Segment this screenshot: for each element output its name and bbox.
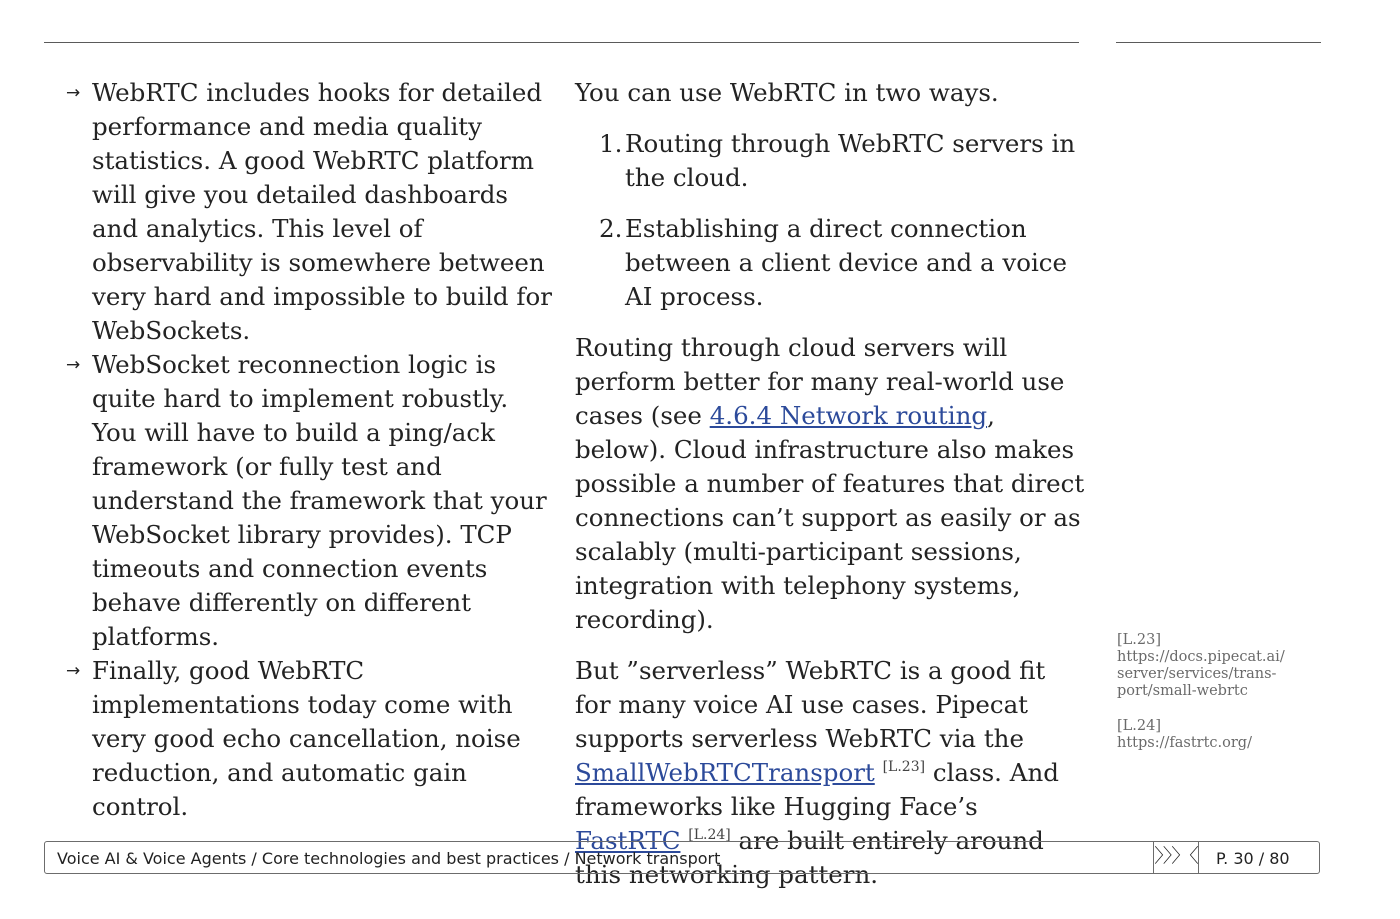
list-item	[575, 127, 1085, 195]
paragraph-text: But ”serverless” WebRTC is a good fit for many voice AI use cases. Pipecat supports serverless WebRTC via the	[575, 656, 1046, 753]
network-routing-link[interactable]: 4.6.4 Network routing	[709, 401, 988, 430]
fastrtc-link[interactable]: FastRTC	[575, 826, 681, 855]
list-item	[66, 654, 556, 824]
footer-bar	[44, 841, 1320, 874]
navigation-icon[interactable]: 〉〉〉〈	[1153, 842, 1199, 873]
bullet-text: WebSocket reconnection logic is quite hard to implement robustly. You will have to build a ping/ack framework (or fully test and understand the framework that your WebSocket library provides). TCP timeouts and connection events behave differently on different platforms.	[92, 350, 547, 651]
list-item	[66, 348, 556, 654]
arrow-right-icon: →	[66, 661, 81, 681]
top-rule	[44, 42, 1079, 43]
sidenote-url[interactable]: https://fastrtc.org/	[1117, 735, 1252, 751]
reference-marker: [L.24]	[688, 827, 731, 843]
list-item	[66, 76, 556, 348]
list-number: 2.	[599, 214, 623, 243]
page-number: P. 30 / 80	[1216, 849, 1290, 868]
intro-text: You can use WebRTC in two ways.	[575, 78, 999, 107]
bullet-list	[66, 76, 556, 824]
list-item-text: Establishing a direct connection between a client device and a voice AI process.	[625, 214, 1068, 311]
breadcrumb[interactable]: Voice AI & Voice Agents / Core technologies and best practices / Network transport	[57, 849, 721, 868]
paragraph-text: , below). Cloud infrastructure also makes possible a number of features that direct connections can’t support as easily or as scalably (multi-participant sessions, integration with telephony systems, recording).	[575, 401, 1085, 634]
sidenote-ref: [L.24]	[1117, 718, 1162, 734]
smallwebrtc-transport-link[interactable]: SmallWebRTCTransport	[575, 758, 875, 787]
list-number: 1.	[599, 129, 623, 158]
list-item	[575, 212, 1085, 314]
paragraph-cloud-routing	[575, 331, 1085, 637]
sidenote-url[interactable]: https://docs.pipecat.ai/ server/services/transport/small-webrtc	[1117, 649, 1285, 699]
arrow-right-icon: →	[66, 355, 81, 375]
paragraph-text: Routing through cloud servers will perform better for many real-world use cases (see	[575, 333, 1065, 430]
bullet-text: WebRTC includes hooks for detailed performance and media quality statistics. A good WebRTC platform will give you detailed dashboards and analytics. This level of observability is somewhere between very hard and impossible to build for WebSockets.	[92, 78, 552, 345]
list-item-text: Routing through WebRTC servers in the cloud.	[625, 129, 1076, 192]
sidenote-l24	[1117, 718, 1317, 752]
middle-column	[575, 76, 1085, 909]
sidenote-l23	[1117, 632, 1317, 700]
sidebar-top-rule	[1116, 42, 1321, 43]
sidenote-ref: [L.23]	[1117, 632, 1162, 648]
arrow-right-icon: →	[66, 83, 81, 103]
left-column	[66, 76, 556, 824]
numbered-list	[575, 127, 1085, 314]
reference-marker: [L.23]	[882, 759, 926, 775]
bullet-text: Finally, good WebRTC implementations today come with very good echo cancellation, noise reduction, and automatic gain control.	[92, 656, 521, 821]
paragraph-text: are built entirely around this networking pattern.	[575, 826, 1044, 889]
paragraph-text: class. And frameworks like Hugging Face’s	[575, 758, 1059, 821]
